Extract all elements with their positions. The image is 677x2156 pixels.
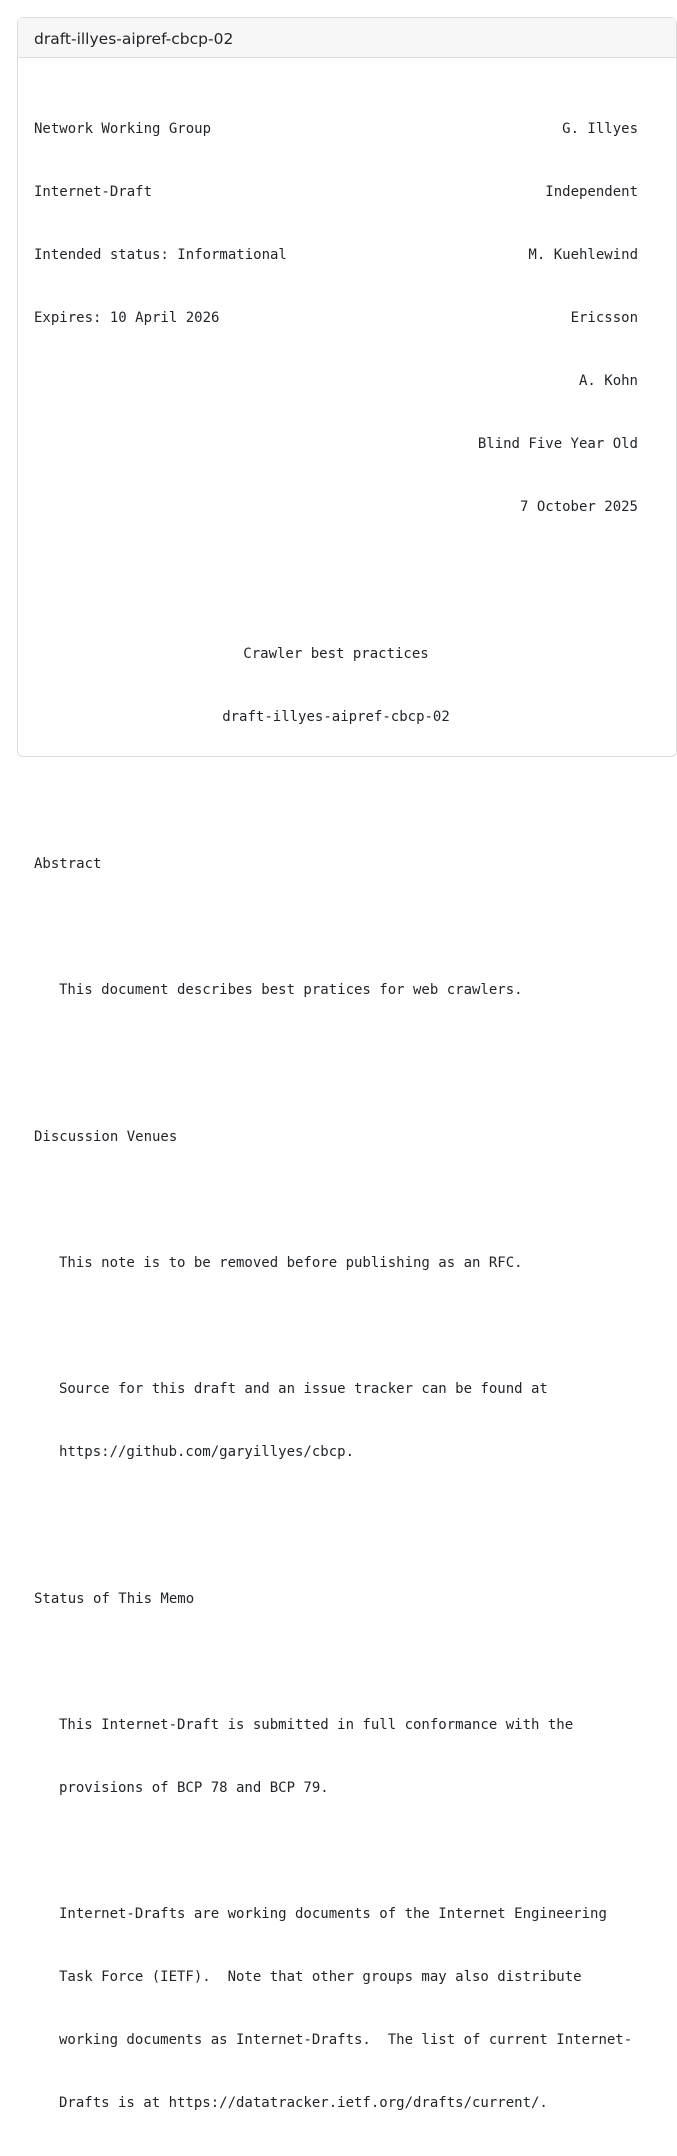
header-row xyxy=(34,245,676,266)
author-name: M. Kuehlewind xyxy=(528,247,638,263)
header-row xyxy=(34,497,676,518)
status-paragraph: working documents as Internet-Drafts. The list of current Internet- xyxy=(59,2032,633,2048)
author-affiliation: Independent xyxy=(545,184,638,200)
expiry-date: Expires: 10 April 2026 xyxy=(34,310,220,326)
abstract-text: This document describes best pratices for web crawlers. xyxy=(59,982,523,998)
header-row xyxy=(34,308,676,329)
author-name: G. Illyes xyxy=(562,121,638,137)
discussion-paragraph: This note is to be removed before publishing as an RFC. xyxy=(59,1255,523,1271)
author-affiliation: Blind Five Year Old xyxy=(477,436,638,452)
section-heading-abstract: Abstract xyxy=(34,856,102,872)
document-docname: draft-illyes-aipref-cbcp-02 xyxy=(222,709,450,725)
section-heading-status: Status of This Memo xyxy=(34,1591,195,1607)
header-row xyxy=(34,371,676,392)
document-title: Crawler best practices xyxy=(243,646,429,662)
status-paragraph: Task Force (IETF). Note that other groups may also distribute xyxy=(59,1969,582,1985)
document-card xyxy=(17,17,677,2111)
draft-text xyxy=(18,58,676,2156)
intended-status: Intended status: Informational xyxy=(34,247,287,263)
document-name: draft-illyes-aipref-cbcp-02 xyxy=(34,30,234,48)
document-title-header xyxy=(18,18,676,58)
status-paragraph: provisions of BCP 78 and BCP 79. xyxy=(59,1780,329,1796)
header-row xyxy=(34,182,676,203)
header-row xyxy=(34,434,676,455)
status-paragraph: Drafts is at https://datatracker.ietf.org/drafts/current/. xyxy=(59,2095,548,2111)
status-paragraph: Internet-Drafts are working documents of the Internet Engineering xyxy=(59,1906,607,1922)
status-paragraph: This Internet-Draft is submitted in full conformance with the xyxy=(59,1717,574,1733)
discussion-paragraph: Source for this draft and an issue tracker can be found at xyxy=(59,1381,548,1397)
publication-date: 7 October 2025 xyxy=(519,499,638,515)
author-name: A. Kohn xyxy=(578,373,638,389)
header-row xyxy=(34,119,676,140)
section-heading-discussion: Discussion Venues xyxy=(34,1129,178,1145)
stream-label: Internet-Draft xyxy=(34,184,153,200)
author-affiliation: Ericsson xyxy=(570,310,638,326)
workgroup-label: Network Working Group xyxy=(34,121,212,137)
discussion-paragraph: https://github.com/garyillyes/cbcp. xyxy=(59,1444,355,1460)
